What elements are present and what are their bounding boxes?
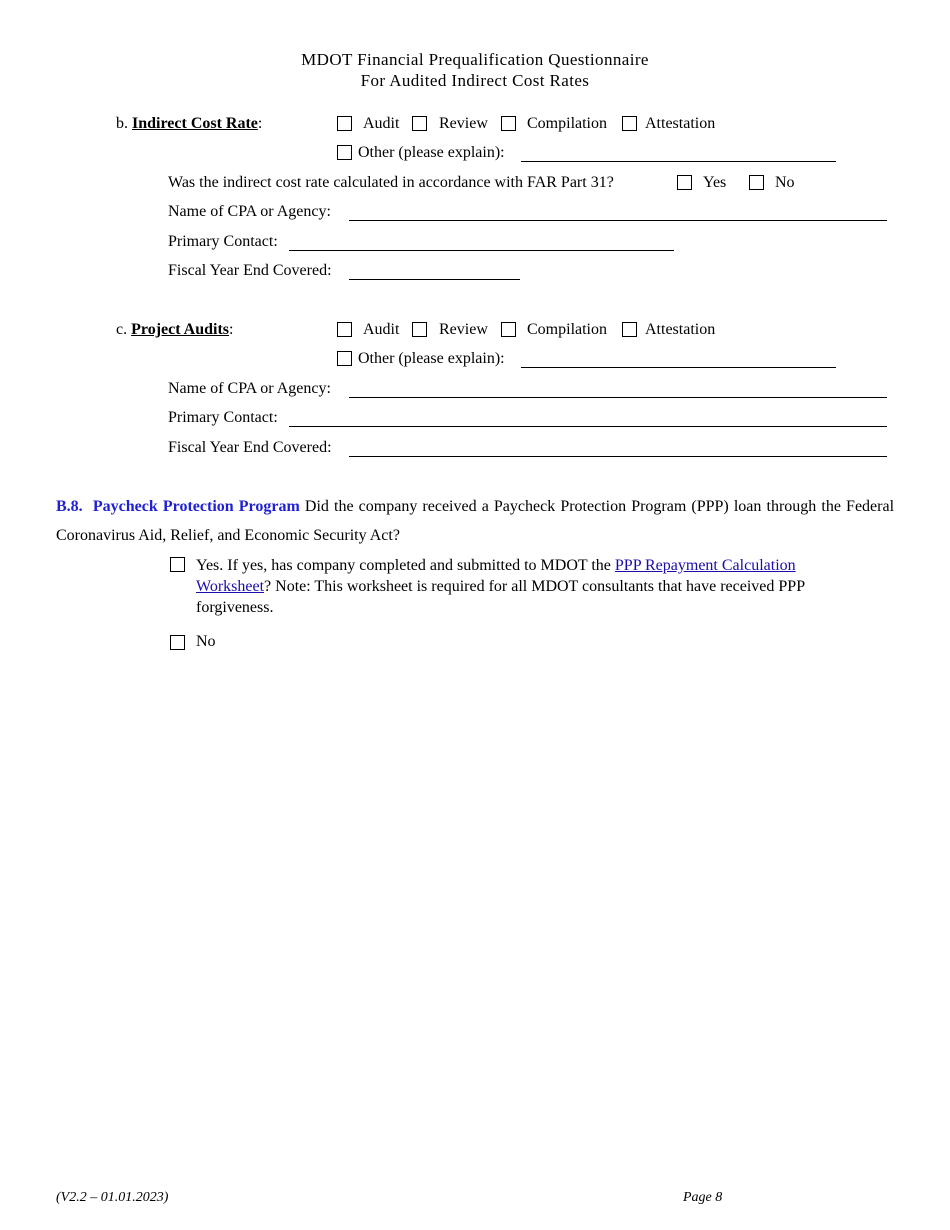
c-cpa-field[interactable] [349, 382, 887, 398]
section-b-title: Indirect Cost Rate [132, 115, 258, 132]
section-c-heading [116, 320, 233, 340]
b-attestation-label: Attestation [645, 115, 716, 132]
b-review-checkbox[interactable] [412, 116, 427, 131]
section-c-title: Project Audits [131, 321, 230, 338]
b-audit-checkbox[interactable] [337, 116, 352, 131]
b8-title: Paycheck Protection Program [92, 498, 300, 515]
b-far-yes-label: Yes [703, 174, 727, 191]
b-contact-field[interactable] [289, 235, 674, 251]
c-contact-label: Primary Contact: [168, 409, 278, 426]
b-other-checkbox[interactable] [337, 145, 352, 160]
b8-number: B.8. [56, 498, 83, 515]
c-attestation-checkbox[interactable] [622, 322, 637, 337]
b8-yes-text-before: Yes. If yes, has company completed and submitted to MDOT the [196, 557, 611, 574]
section-b-colon: : [257, 115, 263, 132]
b-fye-label: Fiscal Year End Covered: [168, 262, 332, 279]
section-b-heading [116, 114, 262, 134]
b-attestation-checkbox[interactable] [622, 116, 637, 131]
c-other-explain-field[interactable] [521, 352, 836, 368]
c-contact-field[interactable] [289, 411, 887, 427]
footer-page-number: Page 8 [683, 1190, 723, 1205]
c-audit-checkbox[interactable] [337, 322, 352, 337]
form-title: MDOT Financial Prequalification Questionnaire [301, 50, 649, 69]
b-cpa-label: Name of CPA or Agency: [168, 203, 331, 220]
b-review-label: Review [439, 115, 488, 132]
section-c-prefix: c. [116, 321, 128, 338]
b-far-no-label: No [775, 174, 795, 191]
b-contact-label: Primary Contact: [168, 233, 278, 250]
footer-version: (V2.2 – 01.01.2023) [56, 1190, 169, 1205]
form-subtitle: For Audited Indirect Cost Rates [360, 71, 590, 90]
b-far-yes-checkbox[interactable] [677, 175, 692, 190]
ppp-worksheet-link[interactable]: PPP Repayment Calculation Worksheet [196, 557, 796, 595]
c-review-checkbox[interactable] [412, 322, 427, 337]
c-attestation-label: Attestation [645, 321, 716, 338]
b8-yes-text-after: ? Note: This worksheet is required for all MDOT consultants that have received PPP forgiveness. [196, 578, 805, 616]
c-cpa-label: Name of CPA or Agency: [168, 380, 331, 397]
section-b-prefix: b. [116, 115, 128, 132]
c-audit-label: Audit [363, 321, 400, 338]
b-cpa-field[interactable] [349, 205, 887, 221]
b-other-explain-field[interactable] [521, 146, 836, 162]
c-compilation-label: Compilation [527, 321, 607, 338]
c-compilation-checkbox[interactable] [501, 322, 516, 337]
b-compilation-checkbox[interactable] [501, 116, 516, 131]
c-review-label: Review [439, 321, 488, 338]
c-fye-field[interactable] [349, 441, 887, 457]
b8-no-checkbox[interactable] [170, 635, 185, 650]
b8-yes-text [196, 555, 856, 618]
b8-yes-checkbox[interactable] [170, 557, 185, 572]
c-other-label: Other (please explain): [358, 350, 505, 367]
b8-no-label: No [196, 633, 216, 650]
section-c-colon: : [229, 321, 234, 338]
b-far-question: Was the indirect cost rate calculated in accordance with FAR Part 31? [168, 174, 614, 191]
c-fye-label: Fiscal Year End Covered: [168, 439, 332, 456]
b-audit-label: Audit [363, 115, 400, 132]
b-far-no-checkbox[interactable] [749, 175, 764, 190]
b-fye-field[interactable] [349, 264, 520, 280]
b-compilation-label: Compilation [527, 115, 607, 132]
c-other-checkbox[interactable] [337, 351, 352, 366]
b8-question: Did the company received a Paycheck Protection Program (PPP) loan through the Federal Coronavirus Aid, Relief, and Economic Security Act? [56, 498, 895, 544]
b8-question-paragraph [56, 492, 894, 550]
b-other-label: Other (please explain): [358, 144, 505, 161]
